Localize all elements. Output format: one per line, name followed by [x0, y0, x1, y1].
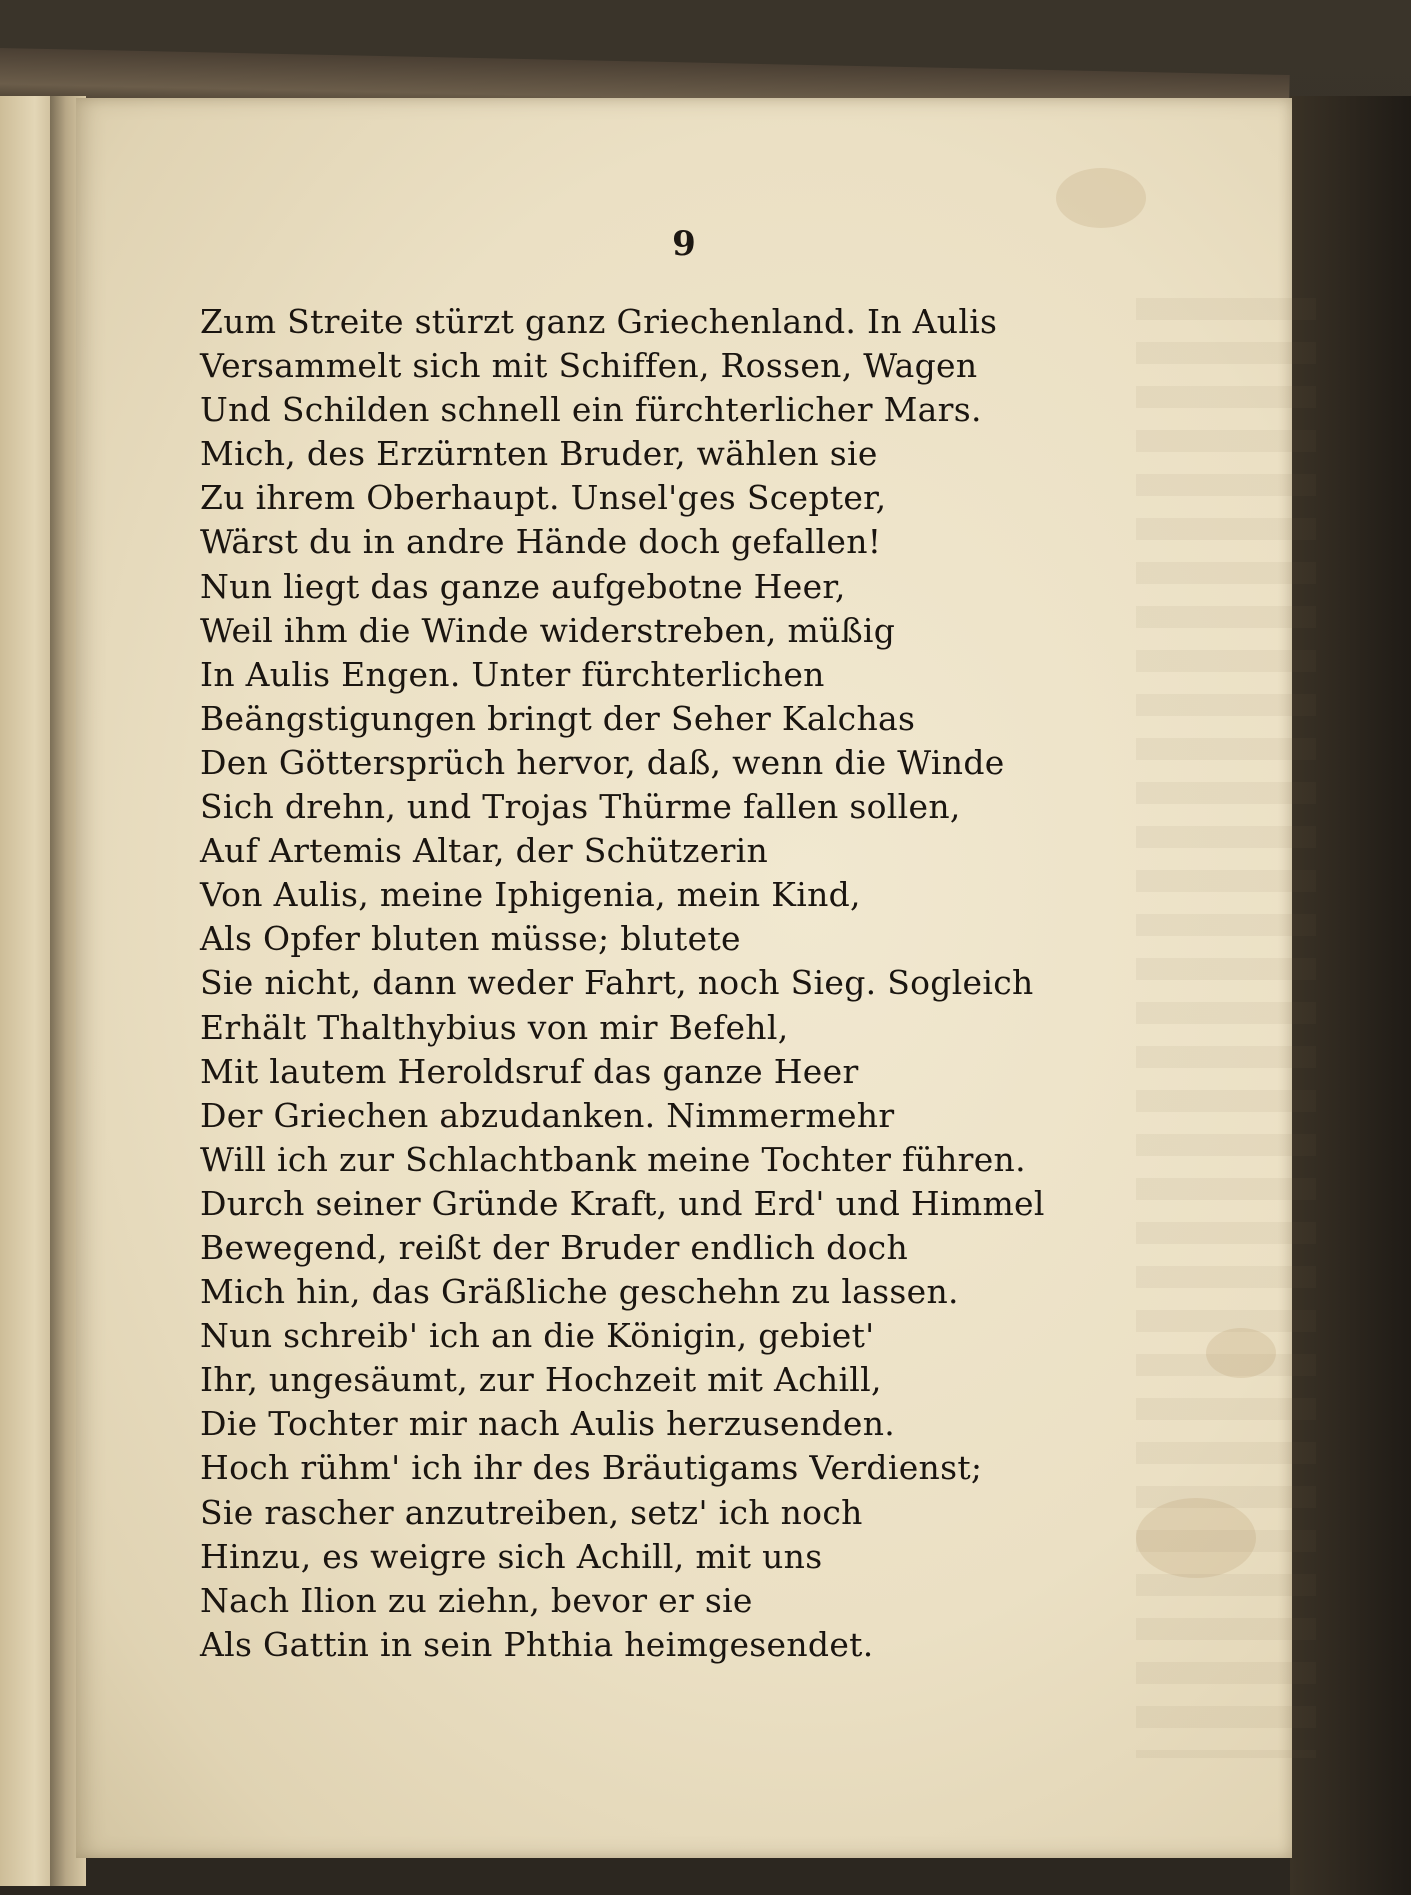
verse-line: Mich, des Erzürnten Bruder, wählen sie	[200, 434, 878, 474]
verse-line: Auf Artemis Altar, der Schützerin	[200, 831, 769, 871]
verse-line: Die Tochter mir nach Aulis herzusenden.	[200, 1404, 896, 1444]
book-page	[76, 98, 1292, 1858]
verse-line: Beängstigungen bringt der Seher Kalchas	[200, 698, 916, 738]
verse-line: Erhält Thalthybius von mir Befehl,	[200, 1007, 789, 1047]
verse-line: Zu ihrem Oberhaupt. Unsel'ges Scepter,	[200, 478, 887, 518]
verse-line: Als Gattin in sein Phthia heimgesendet.	[200, 1624, 874, 1664]
verse-line: Nach Ilion zu ziehn, bevor er sie	[200, 1580, 753, 1620]
verse-line: Von Aulis, meine Iphigenia, mein Kind,	[200, 875, 861, 915]
verse-line: Zum Streite stürzt ganz Griechenland. In Aulis	[200, 302, 998, 341]
verse-line: In Aulis Engen. Unter fürchterlichen	[200, 654, 825, 694]
verse-line: Durch seiner Gründe Kraft, und Erd' und Himmel	[200, 1183, 1045, 1223]
verse-line: Als Opfer bluten müsse; blutete	[200, 919, 741, 959]
verse-line: Sie rascher anzutreiben, setz' ich noch	[200, 1492, 863, 1532]
verse-line: Versammelt sich mit Schiffen, Rossen, Wagen	[200, 346, 978, 386]
verse-line: Mit lautem Heroldsruf das ganze Heer	[200, 1051, 859, 1091]
paper-stain	[1136, 1498, 1256, 1578]
verse-line: Sie nicht, dann weder Fahrt, noch Sieg. Sogleich	[200, 963, 1034, 1003]
verse-line: Ihr, ungesäumt, zur Hochzeit mit Achill,	[200, 1360, 882, 1400]
verse-line: Wärst du in andre Hände doch gefallen!	[200, 522, 882, 562]
verse-line: Will ich zur Schlachtbank meine Tochter führen.	[200, 1139, 1026, 1179]
verse-line: Den Göttersprüch hervor, daß, wenn die Winde	[200, 742, 1005, 782]
paper-stain	[1206, 1328, 1276, 1378]
verse-line: Weil ihm die Winde widerstreben, müßig	[200, 610, 896, 650]
verse-line: Und Schilden schnell ein fürchterlicher Mars.	[200, 390, 982, 430]
page-number: 9	[672, 224, 696, 264]
verse-line: Bewegend, reißt der Bruder endlich doch	[200, 1227, 909, 1267]
verse-text	[200, 300, 1045, 1667]
verse-line: Hinzu, es weigre sich Achill, mit uns	[200, 1536, 823, 1576]
verse-line: Hoch rühm' ich ihr des Bräutigams Verdienst;	[200, 1448, 983, 1488]
paper-stain	[1056, 168, 1146, 228]
verse-line: Mich hin, das Gräßliche geschehn zu lassen.	[200, 1272, 959, 1312]
verse-line: Nun schreib' ich an die Königin, gebiet'	[200, 1316, 875, 1356]
verse-line: Nun liegt das ganze aufgebotne Heer,	[200, 566, 846, 606]
verse-line: Der Griechen abzudanken. Nimmermehr	[200, 1095, 895, 1135]
verse-line: Sich drehn, und Trojas Thürme fallen sollen,	[200, 787, 961, 827]
